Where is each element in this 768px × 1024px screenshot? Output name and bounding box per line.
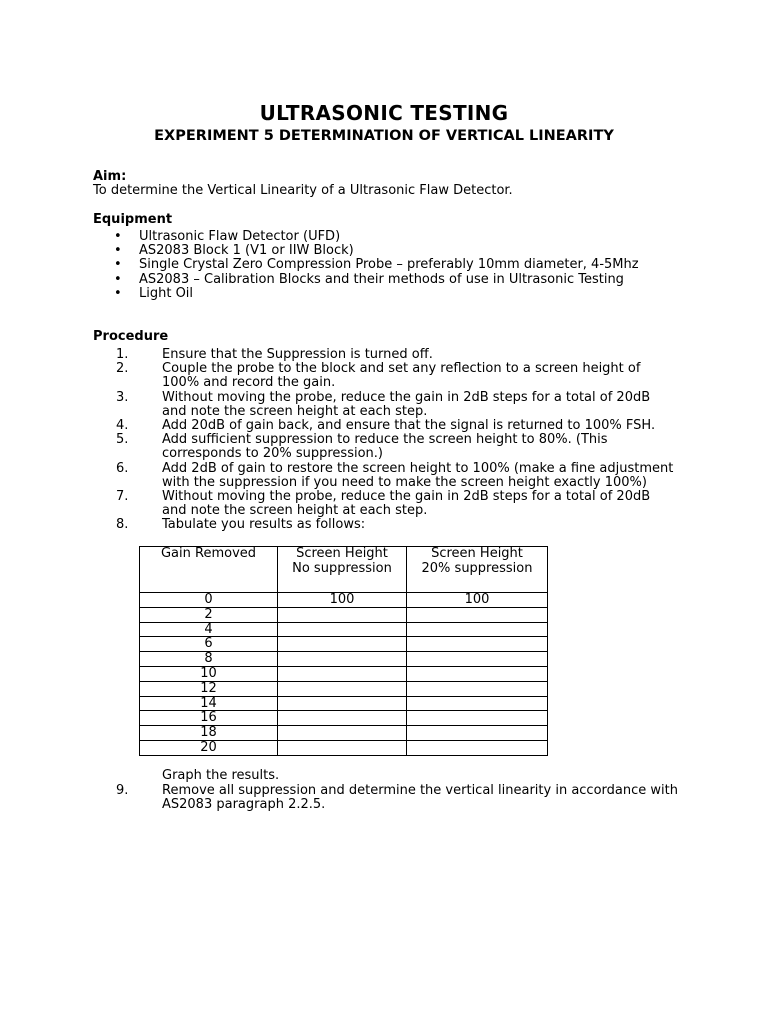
table-cell: 10: [140, 666, 278, 681]
table-cell: [407, 740, 548, 755]
table-cell: [278, 681, 407, 696]
table-cell: [278, 696, 407, 711]
table-cell: [407, 652, 548, 667]
procedure-heading: Procedure: [93, 329, 169, 344]
page-title: ULTRASONIC TESTING: [259, 101, 509, 125]
column-header: Screen Height 20% suppression: [407, 547, 548, 593]
table-row: [140, 652, 548, 667]
table-cell: 18: [140, 726, 278, 741]
table-cell: 100: [278, 593, 407, 608]
table-cell: [407, 681, 548, 696]
equipment-heading: Equipment: [93, 212, 173, 227]
table-cell: 0: [140, 593, 278, 608]
table-cell: [278, 666, 407, 681]
table-cell: [407, 622, 548, 637]
bullet-icon: •: [114, 229, 122, 244]
table-cell: [278, 637, 407, 652]
step-text: Remove all suppression and determine the vertical linearity in accordance with: [162, 783, 678, 798]
table-header-row: [140, 547, 548, 593]
step-number: 7.: [116, 489, 129, 504]
aim-text: To determine the Vertical Linearity of a Ultrasonic Flaw Detector.: [93, 183, 513, 198]
table-row: [140, 593, 548, 608]
aim-heading: Aim:: [93, 169, 127, 184]
step-text: with the suppression if you need to make the screen height exactly 100%): [162, 475, 647, 490]
table-cell: 12: [140, 681, 278, 696]
table-cell: [278, 607, 407, 622]
table-row: [140, 607, 548, 622]
step-number: 3.: [116, 390, 129, 405]
results-table: [139, 546, 548, 756]
table-row: [140, 637, 548, 652]
step-text: Tabulate you results as follows:: [162, 517, 366, 532]
table-row: [140, 666, 548, 681]
step-number: 9.: [116, 783, 129, 798]
table-cell: [407, 726, 548, 741]
bullet-icon: •: [114, 271, 122, 287]
step-text: Ensure that the Suppression is turned off.: [162, 347, 433, 362]
column-header: Screen Height No suppression: [278, 547, 407, 593]
step-text: Couple the probe to the block and set any reflection to a screen height of: [162, 361, 641, 376]
table-cell: 6: [140, 637, 278, 652]
table-cell: [407, 637, 548, 652]
step-number: 1.: [116, 347, 129, 362]
step-text: 100% and record the gain.: [162, 375, 336, 390]
column-header: Gain Removed: [140, 547, 278, 593]
step-number: 5.: [116, 432, 129, 447]
table-cell: [407, 696, 548, 711]
table-cell: [407, 711, 548, 726]
table-row: [140, 740, 548, 755]
table-row: [140, 622, 548, 637]
step-number: 2.: [116, 361, 129, 376]
table-cell: [278, 652, 407, 667]
table-cell: 14: [140, 696, 278, 711]
step-text: Add 20dB of gain back, and ensure that the signal is returned to 100% FSH.: [162, 418, 656, 433]
table-cell: 16: [140, 711, 278, 726]
step-number: 4.: [116, 418, 129, 433]
bullet-icon: •: [114, 243, 122, 259]
table-cell: [407, 666, 548, 681]
bullet-icon: •: [114, 285, 122, 301]
table-cell: 8: [140, 652, 278, 667]
table-cell: 4: [140, 622, 278, 637]
page-subtitle: EXPERIMENT 5 DETERMINATION OF VERTICAL LINEARITY: [154, 128, 614, 144]
step-text: and note the screen height at each step.: [162, 404, 428, 419]
table-cell: [278, 622, 407, 637]
step-text: AS2083 paragraph 2.2.5.: [162, 797, 326, 812]
table-cell: [278, 740, 407, 755]
table-cell: 20: [140, 740, 278, 755]
table-row: [140, 726, 548, 741]
document-page: ULTRASONIC TESTING EXPERIMENT 5 DETERMINATION OF VERTICAL LINEARITY Aim: To determine the Vertical Linearity of a Ultrasonic Flaw Detector. Equipment • Ultrasonic Flaw Detector (UFD) • AS2083 Block 1 (V1 or IIW Block) • Single Crystal Zero Compression Probe – preferably 10mm diameter, 4-5Mhz • AS2083 – Calibration Blocks and their methods of use in Ultrasonic Testing • Light Oil Procedure 1. Ensure that the Suppression is turned off. 2. Couple the probe to the block and set any reflection to a screen height of 100% and record the gain. 3. Without moving the probe, reduce the gain in 2dB steps for a total of 20dB and note the screen height at each step. 4. Add 20dB of gain back, and ensure that the signal is returned to 100% FSH. 5. Add sufficient suppression to reduce the screen height to 80%. (This corresponds to 20% suppression.) 6. Add 2dB of gain to restore the screen height to 100% (make a fine adjustment with the suppression if you need to make the screen height exactly 100%) 7. Without moving the probe, reduce the gain in 2dB steps for a total of 20dB and note the screen height at each step. 8. Tabulate you results as follows: Gain Removed Screen Height No suppression Screen Height 20% suppression 0 100 100 2 4 6 8 10 12 14 16 18 20 Graph the results. 9. Remove all suppression and determine the vertical linearity in accordance with AS2083 paragraph 2.2.5.: [0, 0, 768, 1024]
table-cell: [278, 711, 407, 726]
table-cell: 2: [140, 607, 278, 622]
step-number: 8.: [116, 517, 129, 532]
bullet-icon: •: [114, 257, 122, 273]
step-text: Without moving the probe, reduce the gain in 2dB steps for a total of 20dB: [162, 390, 651, 405]
table-cell: [407, 607, 548, 622]
step-text: Add sufficient suppression to reduce the screen height to 80%. (This: [162, 432, 608, 447]
step-number: 6.: [116, 461, 129, 476]
table-cell: 100: [407, 593, 548, 608]
graph-instruction: Graph the results.: [162, 768, 280, 783]
step-text: Without moving the probe, reduce the gain in 2dB steps for a total of 20dB: [162, 489, 651, 504]
table-row: [140, 711, 548, 726]
table-cell: [278, 726, 407, 741]
step-text: Add 2dB of gain to restore the screen height to 100% (make a fine adjustment: [162, 461, 674, 476]
step-text: and note the screen height at each step.: [162, 503, 428, 518]
table-row: [140, 696, 548, 711]
step-text: corresponds to 20% suppression.): [162, 446, 383, 461]
table-row: [140, 681, 548, 696]
